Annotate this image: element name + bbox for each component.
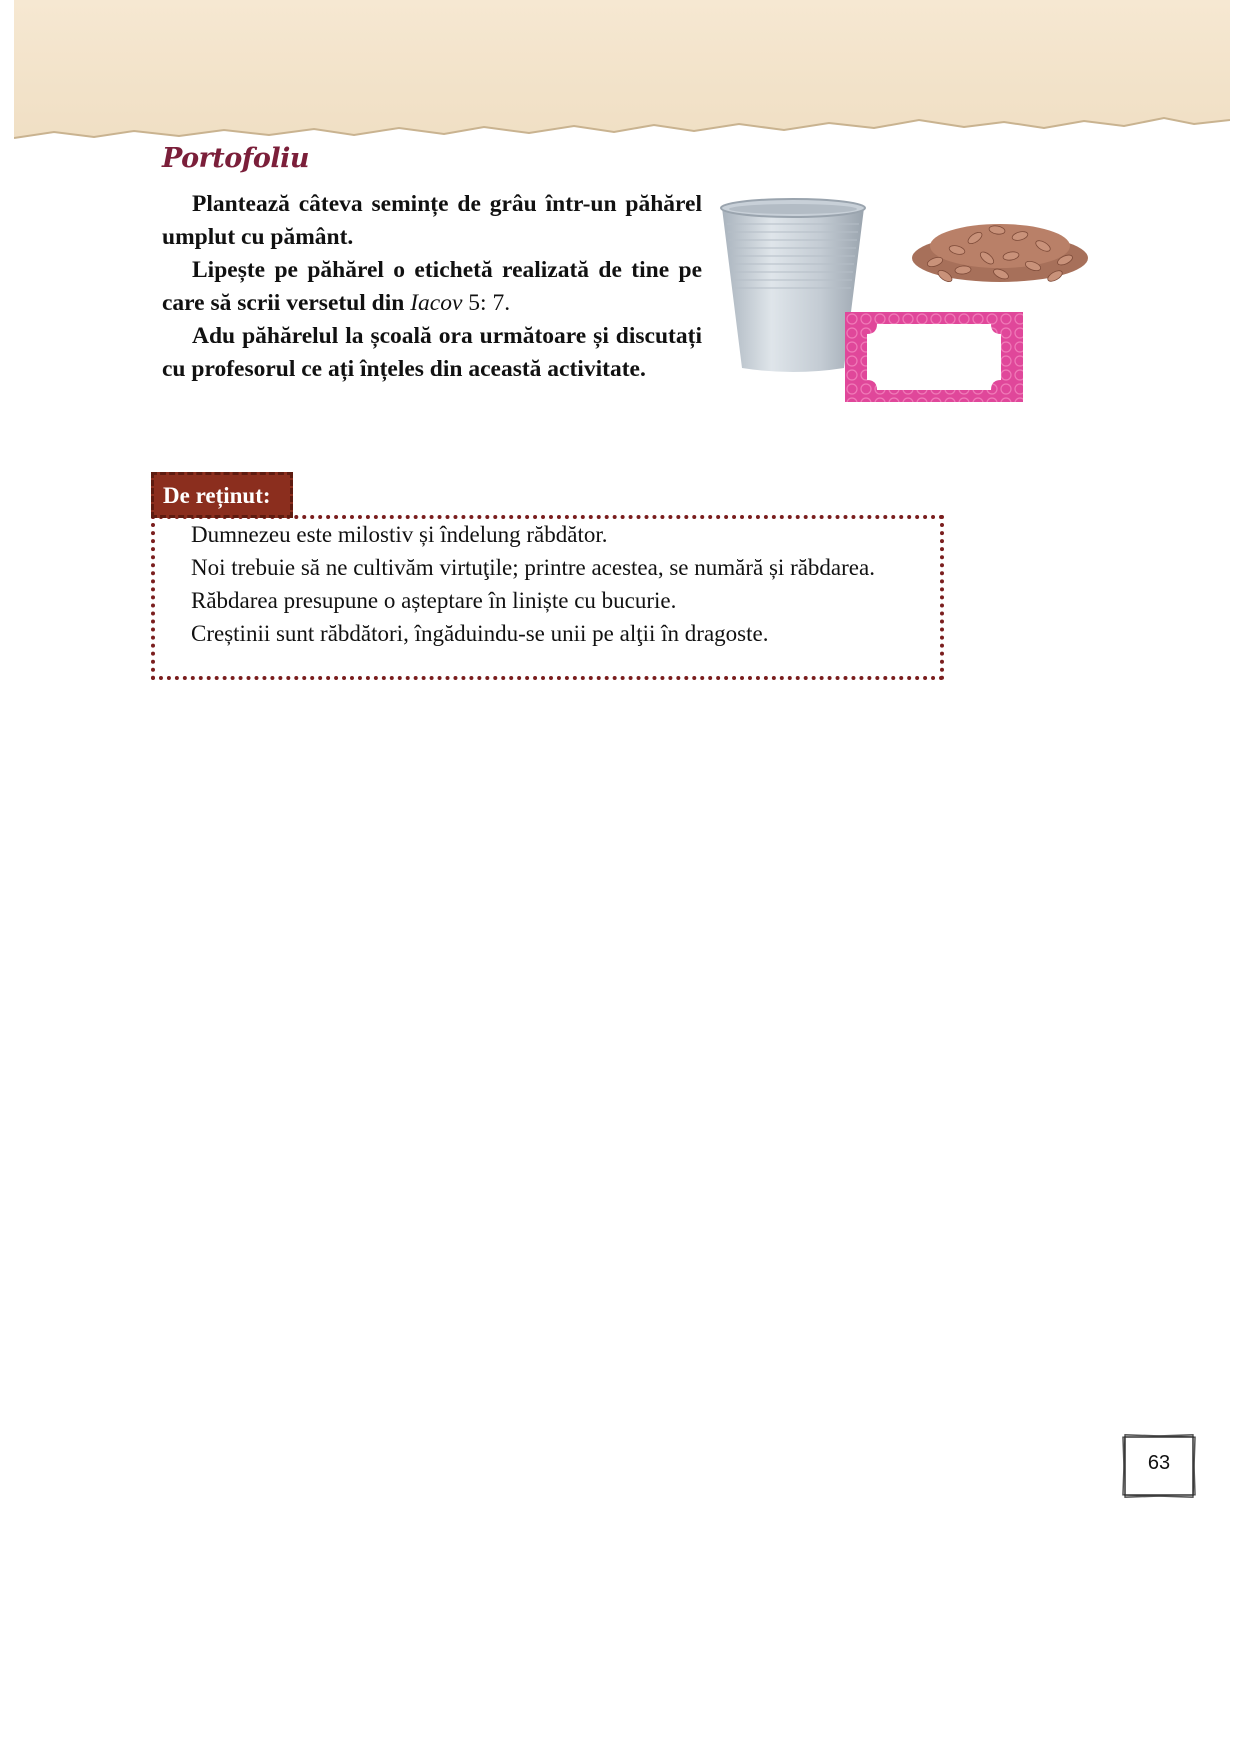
bible-reference: Iacov [410,290,463,316]
key-point: Dumnezeu este milostiv și îndelung răbdător. [191,522,608,547]
key-points-list [191,518,971,650]
label-card-image [845,312,1023,402]
wheat-seeds-image [905,200,1095,290]
portfolio-title: Portofoliu [162,143,310,174]
key-points-tab [151,472,293,518]
key-point: Răbdarea presupune o așteptare în liniște cu bucurie. [191,588,677,613]
instruction-plant: Plantează câteva semințe de grâu într-un păhărel umplut cu pământ. [162,191,702,250]
instruction-label: Lipește pe păhărel o etichetă realizată de tine pe care să scrii versetul din Iacov 5: 7. [162,257,702,316]
portfolio-instructions [162,188,702,386]
instruction-bring: Adu păhărelul la școală ora următoare și discutați cu profesorul ce ați înțeles din această activitate. [162,323,702,382]
key-point: Creștinii sunt răbdători, îngăduindu-se unii pe alţii în dragoste. [191,621,769,646]
key-point: Noi trebuie să ne cultivăm virtuţile; printre acestea, se numără și răbdarea. [191,555,875,580]
page-number: 63 [1147,1452,1171,1474]
key-points-title: De reținut: [163,483,271,508]
torn-paper-header [14,0,1230,150]
